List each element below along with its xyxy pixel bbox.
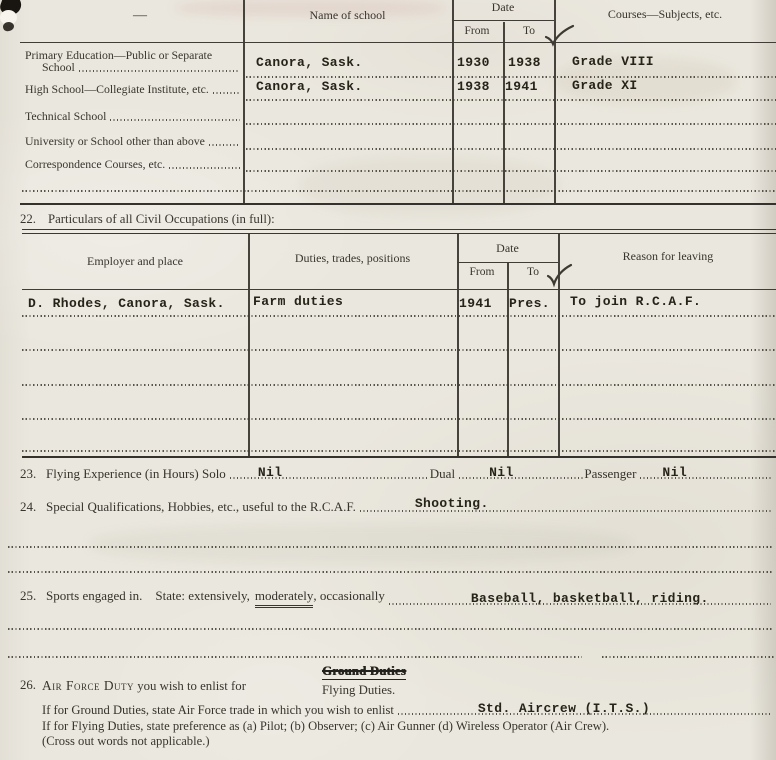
- edu-row-correspondence-label-text: Correspondence Courses, etc.: [25, 157, 166, 171]
- cross-out-note: (Cross out words not applicable.): [42, 734, 210, 748]
- duty-label-smallcaps: Air Force Duty: [42, 678, 134, 693]
- edu-row-technical-label: [25, 109, 241, 124]
- sports-moderately-underlined: moderately: [255, 588, 313, 608]
- ground-trade-fill-line: [398, 701, 771, 716]
- occ-employer-value: D. Rhodes, Canora, Sask.: [28, 296, 225, 311]
- occ-col-duties-header: Duties, trades, positions: [294, 251, 411, 265]
- occ-row-fill-line: [22, 450, 776, 452]
- ground-trade-line: [42, 703, 772, 718]
- sports-line: [20, 588, 772, 608]
- edu-row-primary-label2-text: School: [42, 60, 75, 74]
- edu-highschool-courses-value: Grade XI: [572, 78, 638, 93]
- duty-number: 26.: [20, 678, 36, 692]
- occ-header-rule: [22, 289, 776, 290]
- occ-duties-value: Farm duties: [253, 294, 344, 309]
- edu-table-bottom-rule: [20, 203, 776, 205]
- passenger-fill-line: [640, 465, 771, 480]
- occ-row-fill-line: [22, 418, 776, 420]
- dual-fill-line: [459, 465, 583, 480]
- edu-col-courses-header: Courses—Subjects, etc.: [607, 7, 723, 21]
- qualifications-value: Shooting.: [414, 496, 489, 511]
- occ-table-divider: [248, 234, 250, 457]
- flying-experience-label: Flying Experience (in Hours) Solo: [46, 466, 226, 481]
- occ-col-date-header: Date: [496, 241, 519, 255]
- pen-checkmark-icon: [543, 24, 577, 48]
- dotted-leader: [209, 144, 240, 146]
- passenger-hours-value: Nil: [662, 465, 688, 480]
- ground-trade-value: Std. Aircrew (I.T.S.): [477, 701, 651, 716]
- sports-value: Baseball, basketball, riding.: [470, 591, 709, 606]
- blank-fill-line: [8, 628, 774, 630]
- edu-row-technical-fill-line: [246, 123, 776, 125]
- edu-primary-to-value: 1938: [508, 55, 541, 70]
- edu-highschool-to-value: 1941: [505, 79, 538, 94]
- occ-table-bottom-rule: [22, 456, 776, 458]
- bleedthrough-smudge: [90, 524, 630, 564]
- dotted-leader: [110, 119, 240, 121]
- flying-preference-note: If for Flying Duties, state preference as (a) Pilot; (b) Observer; (c) Air Gunner (d) Wireless Operator (Air Crew).: [42, 719, 610, 733]
- edu-col-school-header: Name of school: [309, 8, 386, 22]
- occ-col-reason-header: Reason for leaving: [622, 249, 714, 263]
- occ-col-from-header: From: [469, 266, 495, 278]
- blank-fill-line: [8, 571, 774, 573]
- dotted-leader: [79, 70, 240, 72]
- edu-row-university-label: [25, 134, 241, 149]
- duty-ground-crossed-out: Ground Duties: [322, 664, 406, 678]
- edu-row-highschool-label: [25, 82, 241, 97]
- occupations-number: 22.: [20, 212, 36, 226]
- occ-from-value: 1941: [459, 296, 492, 311]
- edu-table-divider: [503, 22, 505, 205]
- flying-experience-number: 23.: [20, 466, 37, 481]
- ground-trade-label: If for Ground Duties, state Air Force trade in which you wish to enlist: [42, 703, 394, 717]
- edu-header-rule: [20, 42, 776, 43]
- sports-suffix-label: , occasionally: [313, 588, 385, 603]
- edu-highschool-school-value: Canora, Sask.: [256, 79, 363, 94]
- occupations-title-rule: [22, 229, 776, 234]
- edu-col-from-header: From: [464, 25, 490, 37]
- qualifications-line: [20, 496, 772, 515]
- blank-fill-line: [602, 656, 774, 658]
- occ-row-fill-line: [22, 384, 776, 386]
- occ-col-employer-header: Employer and place: [87, 254, 183, 268]
- edu-row-university-label-text: University or School other than above: [25, 134, 205, 148]
- occ-date-underline: [457, 262, 558, 263]
- solo-fill-line: [230, 465, 429, 480]
- edu-primary-school-value: Canora, Sask.: [256, 55, 363, 70]
- passenger-label: Passenger: [584, 466, 637, 481]
- pen-checkmark-icon: [545, 262, 575, 288]
- edu-row-primary-fill-line: [246, 76, 776, 78]
- qualifications-number: 24.: [20, 499, 37, 514]
- flying-experience-line: [20, 466, 772, 482]
- occ-row-fill-line: [22, 315, 776, 317]
- qualifications-fill-line: [360, 496, 771, 512]
- edu-col-date-header: Date: [491, 0, 515, 14]
- blank-fill-line: [8, 656, 582, 658]
- dotted-leader: [169, 167, 240, 169]
- duty-flying-selected: Flying Duties.: [322, 683, 396, 697]
- edu-row-primary-label-line1: Primary Education—Public or Separate: [25, 48, 213, 62]
- edu-col-to-header: To: [523, 25, 535, 37]
- edu-row-empty-fill-line: [22, 190, 776, 192]
- occupations-title: Particulars of all Civil Occupations (in full):: [48, 212, 275, 226]
- occ-table-divider: [507, 263, 509, 457]
- edu-row-highschool-fill-line: [246, 99, 776, 101]
- occ-col-to-header: To: [527, 266, 539, 278]
- sports-label: Sports engaged in.: [46, 588, 143, 603]
- edu-table-divider: [243, 0, 245, 205]
- occ-row-fill-line: [22, 349, 776, 351]
- edu-col-blank-header: —: [133, 8, 147, 23]
- edu-row-correspondence-fill-line: [246, 170, 776, 172]
- edu-row-correspondence-label: [25, 157, 241, 172]
- blank-fill-line: [8, 546, 774, 548]
- edu-date-underline: [452, 20, 554, 21]
- occ-to-value: Pres.: [509, 296, 551, 311]
- edu-row-primary-label-line2: [42, 60, 241, 75]
- sports-state-label: State: extensively,: [155, 588, 250, 603]
- solo-hours-value: Nil: [257, 465, 283, 480]
- edu-primary-from-value: 1930: [457, 55, 490, 70]
- duty-label-line: [42, 678, 246, 694]
- duty-label-rest: you wish to enlist for: [137, 679, 246, 693]
- edu-row-university-fill-line: [246, 148, 776, 150]
- edu-highschool-from-value: 1938: [457, 79, 490, 94]
- sports-number: 25.: [20, 588, 37, 603]
- edu-row-highschool-label-text: High School—Collegiate Institute, etc.: [25, 82, 209, 96]
- sports-fill-line: [389, 591, 771, 606]
- bleedthrough-smudge: [300, 156, 560, 216]
- dual-hours-value: Nil: [489, 465, 514, 480]
- dual-label: Dual: [429, 466, 456, 481]
- qualifications-label: Special Qualifications, Hobbies, etc., useful to the R.C.A.F.: [46, 499, 356, 514]
- dotted-leader: [213, 92, 240, 94]
- edu-primary-courses-value: Grade VIII: [572, 54, 655, 69]
- edu-row-technical-label-text: Technical School: [25, 109, 107, 123]
- occ-reason-value: To join R.C.A.F.: [570, 294, 702, 309]
